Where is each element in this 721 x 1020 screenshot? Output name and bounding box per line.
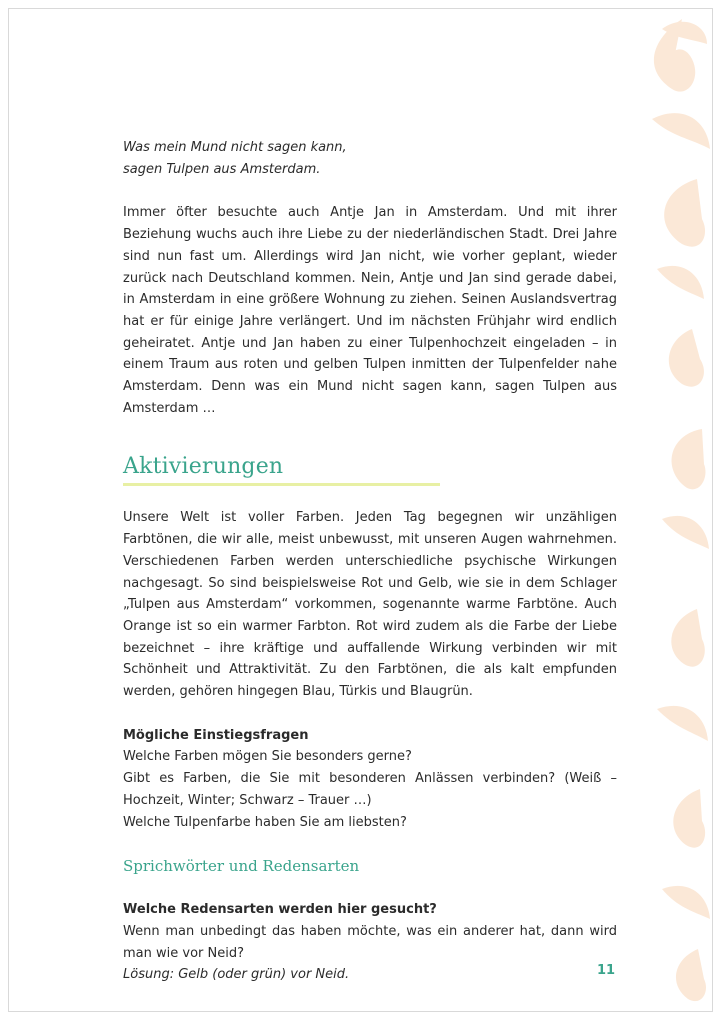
proverbs-subheading: Sprichwörter und Redensarten: [123, 857, 360, 876]
page-content: [123, 137, 617, 986]
page-number: 11: [597, 963, 616, 978]
spacer: [123, 877, 617, 899]
section-heading-block: [123, 452, 617, 486]
spacer: [123, 180, 617, 202]
proverbs-question-title: Welche Redensarten werden hier gesucht?: [123, 902, 437, 918]
verse-line-1: Was mein Mund nicht sagen kann,: [123, 140, 347, 155]
activation-paragraph: Unsere Welt ist voller Farben. Jeden Tag begegnen wir unzähligen Farbtönen, die wir alle, meist unbewusst, mit unseren Augen wahrnehmen. Verschiedenen Farben werden unterschiedliche psychische Wirkungen nachgesagt. So sind beispielsweise Rot und Gelb, wie sie in dem Schlager „Tulpen aus Amsterdam“ vorkommen, sogenannte warme Farbtöne. Auch Orange ist so ein warmer Farbton. Rot wird zudem als die Farbe der Liebe bezeichnet – ihre kräftige und auffallende Wirkung verbinden wir mit Schönheit und Attraktivität. Zu den Farbtönen, die als kalt empfunden werden, gehören hingegen Blau, Türkis und Blaugrün.: [123, 510, 617, 700]
heading-underline: [123, 483, 440, 486]
document-page: [8, 8, 713, 1012]
starter-question: Welche Farben mögen Sie besonders gerne?: [123, 749, 412, 765]
proverbs-solution: Lösung: Gelb (oder grün) vor Neid.: [123, 967, 350, 983]
spacer: [123, 833, 617, 855]
story-paragraph: Immer öfter besuchte auch Antje Jan in Amsterdam. Und mit ihrer Beziehung wuchs auch ihre Liebe zu der niederländischen Stadt. Drei Jahre sind nun fast um. Allerdings wird Jan nicht, wie vorher geplant, wieder zurück nach Deutschland kommen. Nein, Antje und Jan sind gerade dabei, in Amsterdam in eine größere Wohnung zu ziehen. Seinen Auslandsvertrag hat er für einige Jahre verlängert. Und im nächsten Frühjahr wird endlich geheiratet. Antje und Jan haben zu einer Tulpenhochzeit eingeladen – in einem Traum aus roten und gelben Tulpen inmitten der Tulpenfelder nahe Amsterdam. Denn was ein Mund nicht sagen kann, sagen Tulpen aus Amsterdam …: [123, 205, 617, 416]
verse-line-2: sagen Tulpen aus Amsterdam.: [123, 161, 321, 177]
spacer: [123, 703, 617, 725]
starter-questions-title: Mögliche Einstiegsfragen: [123, 727, 309, 743]
section-heading: Aktivierungen: [123, 454, 284, 480]
starter-question: Gibt es Farben, die Sie mit besonderen Anlässen verbinden? (Weiß – Hochzeit, Winter; Schwarz – Trauer …): [123, 771, 617, 808]
proverbs-question: Wenn man unbedingt das haben möchte, was ein anderer hat, dann wird man wie vor Neid?: [123, 923, 617, 961]
starter-question: Welche Tulpenfarbe haben Sie am liebsten?: [123, 814, 407, 830]
